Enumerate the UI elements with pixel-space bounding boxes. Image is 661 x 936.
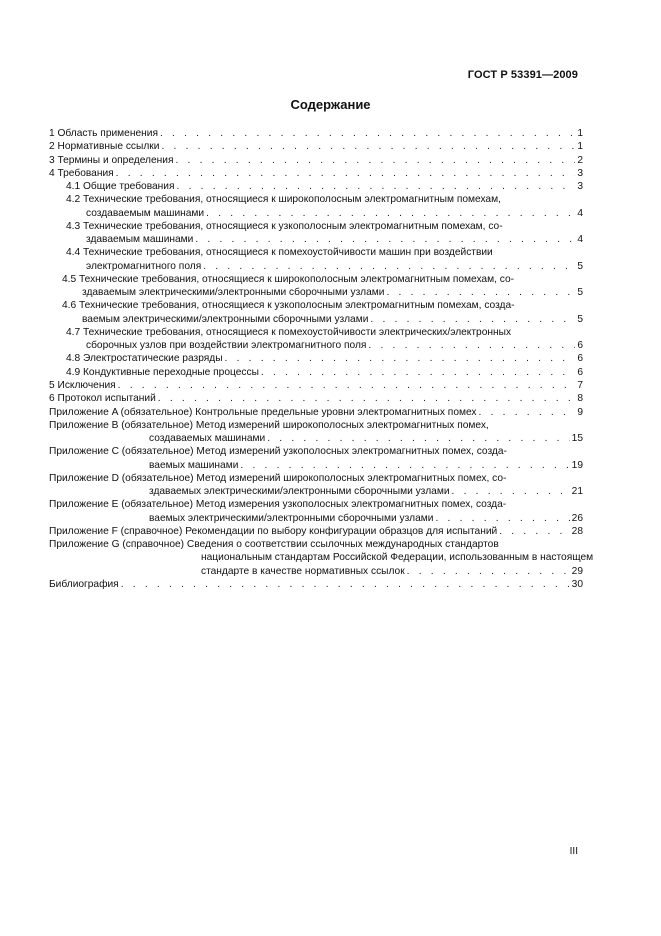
toc-entry[interactable]: [49, 220, 583, 246]
dot-leader: [203, 260, 575, 273]
toc-line: [49, 551, 594, 564]
toc-page-number: 5: [577, 313, 583, 325]
toc-entry-text: 4.9 Кондуктивные переходные процессы: [66, 366, 259, 378]
toc-line: [49, 273, 583, 286]
toc-entry-text: сборочных узлов при воздействии электромагнитного поля: [86, 340, 367, 352]
dot-leader: [158, 392, 576, 405]
toc-entry-text: Приложение B (обязательное) Метод измерений широкополосных электромагнитных помех,: [49, 419, 489, 431]
toc-entry[interactable]: [49, 154, 583, 167]
dot-leader: [118, 379, 576, 392]
toc-entry-text: ваемых электрическими/электронными сборочными узлами: [149, 512, 434, 524]
toc-entry-text: создаваемым машинами: [86, 207, 205, 219]
toc-entry-text: Приложение C (обязательное) Метод измерений узкополосных электромагнитных помех, созда-: [49, 446, 507, 458]
toc-page-number: 1: [577, 141, 583, 153]
toc-entry-text: Приложение F (справочное) Рекомендации по выбору конфигурации образцов для испытаний: [49, 525, 498, 537]
toc-entry[interactable]: [49, 127, 583, 140]
dot-leader: [175, 154, 575, 167]
toc-line: [49, 432, 583, 445]
toc-entry-text: ваемым электрическими/электронными сборочными узлами: [82, 313, 369, 325]
toc-entry[interactable]: [49, 498, 583, 524]
toc-page-number: 5: [577, 260, 583, 272]
toc-line: [49, 154, 583, 167]
toc-entry[interactable]: [49, 140, 583, 153]
toc-entry-text: 6 Протокол испытаний: [49, 393, 156, 405]
toc-line: [49, 326, 583, 339]
toc-entry[interactable]: [49, 406, 583, 419]
toc-page-number: 15: [571, 433, 583, 445]
toc-entry[interactable]: [49, 246, 583, 272]
dot-leader: [368, 339, 575, 352]
toc-entry-text: ваемых машинами: [149, 459, 239, 471]
toc-page-number: 5: [577, 287, 583, 299]
toc-line: [49, 140, 583, 153]
toc-entry[interactable]: [49, 379, 583, 392]
dot-leader: [407, 565, 570, 578]
toc-entry-text: Приложение A (обязательное) Контрольные предельные уровни электромагнитных помех: [49, 406, 477, 418]
toc-entry[interactable]: [49, 538, 594, 578]
toc-page-number: 6: [577, 340, 583, 352]
toc-line: [49, 538, 583, 551]
toc-entry[interactable]: [49, 419, 583, 445]
toc-page-number: 4: [577, 234, 583, 246]
toc-entry-text: 4.7 Технические требования, относящиеся к помехоустойчивости электрических/электронных: [66, 326, 512, 338]
toc-entry-text: Приложение G (справочное) Сведения о соответствии ссылочных международных стандартов: [49, 539, 499, 551]
toc-page-number: 30: [571, 578, 583, 590]
toc-page-number: 1: [577, 128, 583, 139]
dot-leader: [206, 207, 575, 220]
dot-leader: [177, 180, 576, 193]
toc-entry[interactable]: [49, 326, 583, 352]
toc-line: [49, 193, 583, 206]
toc-entry-text: 5 Исключения: [49, 380, 116, 392]
toc-line: [49, 352, 583, 365]
toc-line: [49, 512, 583, 525]
toc-line: [49, 445, 583, 458]
toc-line: [49, 498, 583, 511]
toc-line: [49, 286, 583, 299]
dot-leader: [370, 313, 575, 326]
toc-line: [49, 127, 583, 140]
dot-leader: [225, 352, 576, 365]
toc-entry[interactable]: [49, 392, 583, 405]
toc-line: [49, 233, 583, 246]
dot-leader: [436, 512, 570, 525]
toc-page-number: 3: [577, 167, 583, 179]
toc-line: [49, 525, 583, 538]
dot-leader: [121, 578, 570, 591]
toc-entry-text: 4.6 Технические требования, относящиеся к узкополосным электромагнитным помехам, созда-: [62, 300, 515, 312]
toc-page-number: 6: [577, 353, 583, 365]
toc-entry[interactable]: [49, 445, 583, 471]
toc-entry-text: 4.2 Технические требования, относящиеся к широкополосным электромагнитным помехам,: [66, 194, 501, 206]
toc-entry[interactable]: [49, 167, 583, 180]
dot-leader: [116, 167, 576, 180]
toc-page-number: 3: [577, 181, 583, 193]
toc-line: [49, 260, 583, 273]
toc-entry-text: 1 Область применения: [49, 128, 158, 139]
dot-leader: [499, 525, 569, 538]
toc-entry-text: 4.5 Технические требования, относящиеся к широкополосным электромагнитным помехам, со-: [62, 273, 515, 285]
toc-entry-text: 3 Термины и определения: [49, 154, 174, 166]
toc-line: [49, 207, 583, 220]
page-title: Содержание: [290, 97, 371, 112]
toc-page-number: 19: [571, 459, 583, 471]
toc-page-number: 4: [577, 207, 583, 219]
toc-entry-text: Библиография: [49, 578, 119, 590]
toc-entry-text: здаваемым машинами: [86, 234, 194, 246]
toc-entry[interactable]: [49, 299, 583, 325]
toc-line: [49, 565, 583, 578]
toc-entry-text: здаваемым электрическими/электронными сборочными узлами: [82, 287, 385, 299]
toc-entry-text: национальным стандартам Российской Федерации, использованным в настоящем: [201, 552, 594, 564]
toc-page-number: 28: [571, 525, 583, 537]
toc-page-number: 29: [571, 565, 583, 577]
dot-leader: [479, 406, 576, 419]
toc-entry[interactable]: [49, 525, 583, 538]
toc-line: [49, 578, 583, 591]
toc-line: [49, 419, 583, 432]
toc-entry-text: 4.4 Технические требования, относящиеся к помехоустойчивости машин при воздействии: [66, 247, 493, 259]
dot-leader: [261, 366, 575, 379]
toc-entry-text: 4.1 Общие требования: [66, 181, 175, 193]
dot-leader: [160, 127, 575, 140]
toc-line: [49, 180, 583, 193]
toc-line: [49, 246, 583, 259]
toc-page-number: 26: [571, 512, 583, 524]
toc-line: [49, 313, 583, 326]
toc-page-number: 7: [577, 380, 583, 392]
toc-line: [49, 472, 583, 485]
toc-page-number: 21: [571, 486, 583, 498]
toc-line: [49, 485, 583, 498]
toc-entry-text: 2 Нормативные ссылки: [49, 141, 160, 153]
toc-entry[interactable]: [49, 472, 583, 498]
toc-entry-text: 4 Требования: [49, 167, 114, 179]
toc-page-number: 2: [577, 154, 583, 166]
toc-line: [49, 339, 583, 352]
dot-leader: [267, 432, 569, 445]
toc-entry[interactable]: [49, 273, 583, 299]
toc-line: [49, 299, 583, 312]
toc-entry-text: электромагнитного поля: [86, 260, 202, 272]
table-of-contents: [49, 127, 594, 591]
toc-line: [49, 366, 583, 379]
dot-leader: [195, 233, 575, 246]
toc-entry[interactable]: [49, 578, 583, 591]
toc-entry-text: Приложение D (обязательное) Метод измерений широкополосных электромагнитных помех, со-: [49, 472, 507, 484]
toc-entry[interactable]: [49, 180, 583, 193]
document-header: ГОСТ Р 53391—2009: [467, 69, 578, 81]
toc-line: [49, 220, 583, 233]
toc-entry[interactable]: [49, 352, 583, 365]
toc-line: [49, 406, 583, 419]
toc-page-number: 8: [577, 393, 583, 405]
dot-leader: [452, 485, 570, 498]
dot-leader: [386, 286, 575, 299]
toc-page-number: 6: [577, 366, 583, 378]
toc-line: [49, 392, 583, 405]
toc-entry-text: здаваемых электрическими/электронными сборочными узлами: [149, 486, 450, 498]
dot-leader: [240, 459, 569, 472]
toc-line: [49, 459, 583, 472]
toc-entry-text: создаваемых машинами: [149, 433, 266, 445]
toc-entry[interactable]: [49, 193, 583, 219]
toc-entry[interactable]: [49, 366, 583, 379]
toc-entry-text: Приложение E (обязательное) Метод измерения узкополосных электромагнитных помех, созда-: [49, 499, 507, 511]
page-number: III: [569, 846, 578, 857]
toc-entry-text: стандарте в качестве нормативных ссылок: [201, 565, 405, 577]
dot-leader: [161, 140, 575, 153]
toc-entry-text: 4.8 Электростатические разряды: [66, 353, 223, 365]
toc-line: [49, 167, 583, 180]
toc-page-number: 9: [577, 406, 583, 418]
toc-line: [49, 379, 583, 392]
toc-entry-text: 4.3 Технические требования, относящиеся к узкополосным электромагнитным помехам, со-: [66, 220, 503, 232]
